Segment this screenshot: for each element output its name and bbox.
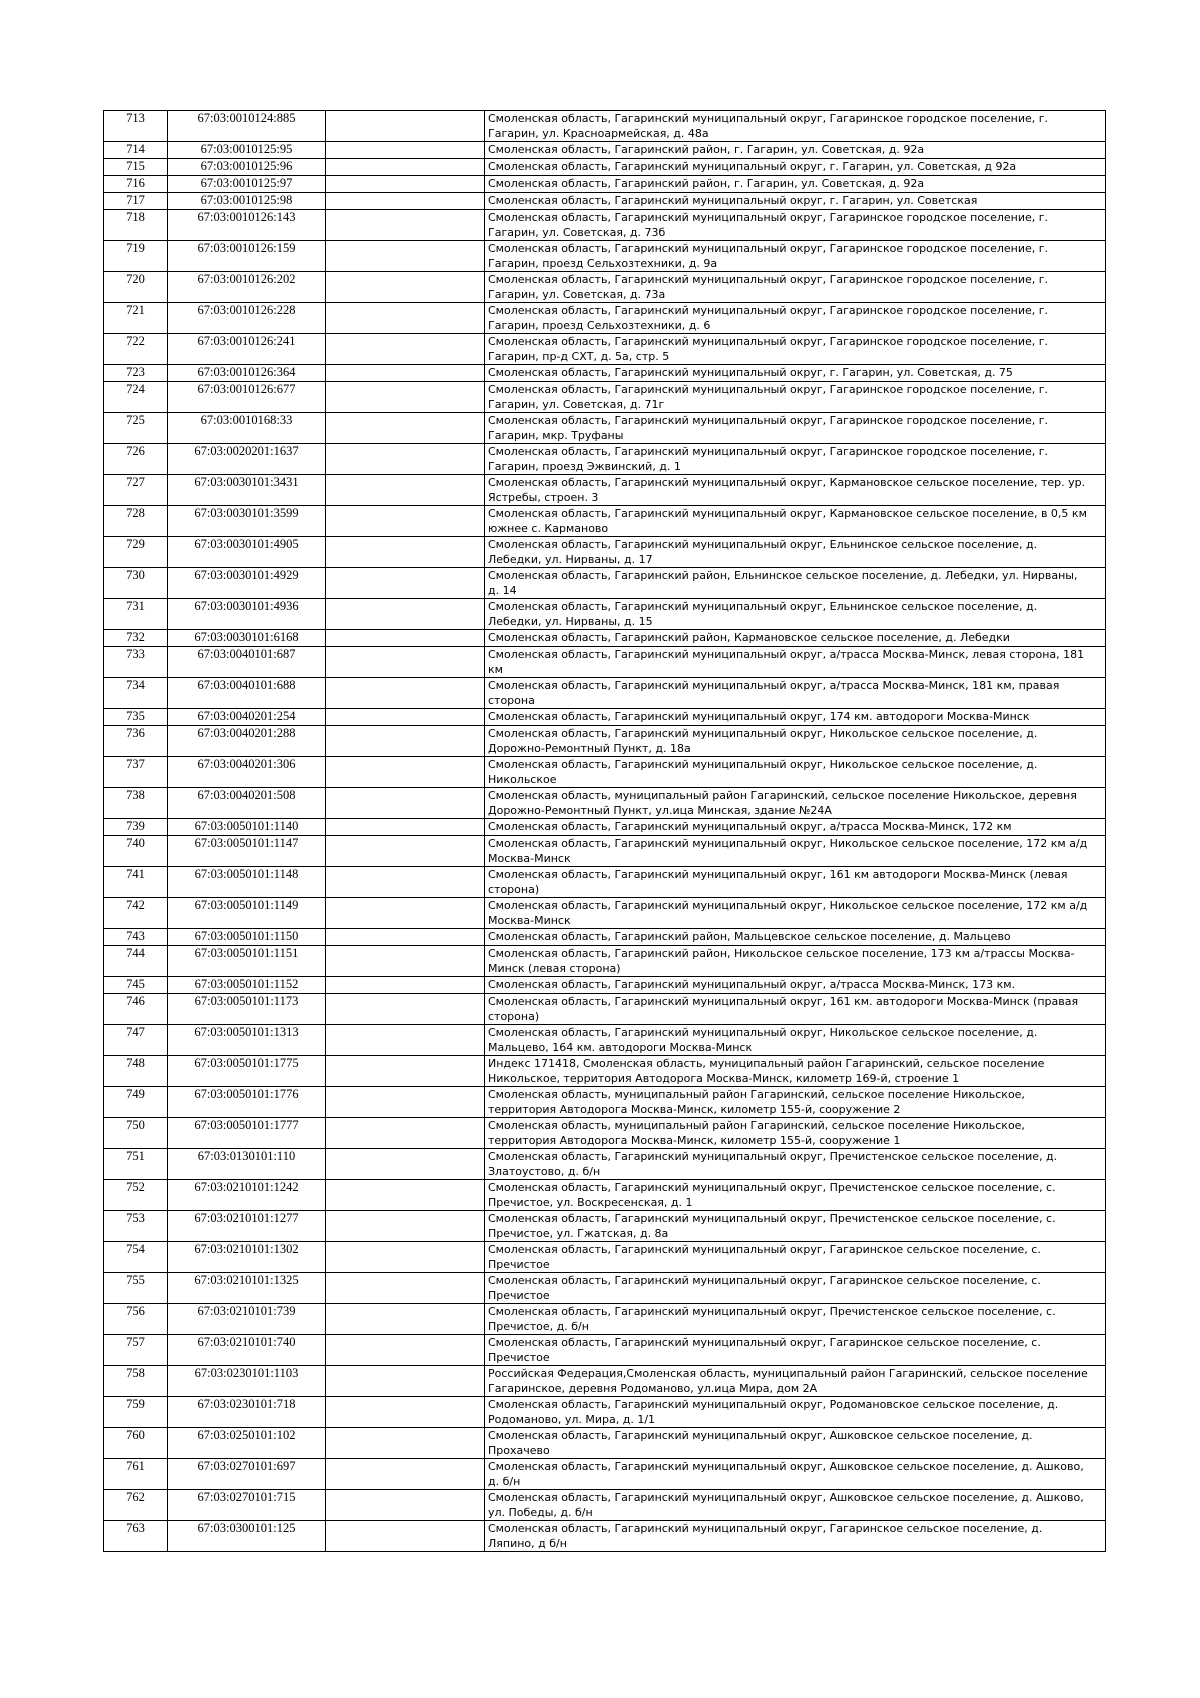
table-row [104, 210, 1106, 241]
empty-cell [326, 444, 485, 475]
row-number-cell: 731 [104, 599, 168, 630]
table-row [104, 1242, 1106, 1273]
row-number-cell: 722 [104, 334, 168, 365]
table-row [104, 709, 1106, 726]
empty-cell [326, 111, 485, 142]
empty-cell [326, 1459, 485, 1490]
address-cell: Смоленская область, муниципальный район Гагаринский, сельское поселение Никольское, территория Автодорога Москва-Минск, километр 155-й, сооружение 1 [485, 1118, 1106, 1149]
empty-cell [326, 1397, 485, 1428]
empty-cell [326, 506, 485, 537]
row-number-cell: 741 [104, 867, 168, 898]
cadastral-number-cell: 67:03:0010125:97 [168, 176, 326, 193]
empty-cell [326, 1304, 485, 1335]
cadastral-number-cell: 67:03:0010125:98 [168, 193, 326, 210]
cadastral-number-cell: 67:03:0030101:4905 [168, 537, 326, 568]
empty-cell [326, 568, 485, 599]
address-cell: Индекс 171418, Смоленская область, муниципальный район Гагаринский, сельское поселение Никольское, территория Автодорога Москва-Минск, километр 169-й, строение 1 [485, 1056, 1106, 1087]
table-row [104, 444, 1106, 475]
row-number-cell: 717 [104, 193, 168, 210]
address-cell: Смоленская область, Гагаринский муниципальный округ, а/трасса Москва-Минск, 173 км. [485, 977, 1106, 994]
row-number-cell: 714 [104, 142, 168, 159]
address-cell: Смоленская область, Гагаринский муниципальный округ, Пречистенское сельское поселение, с. Пречистое, ул. Гжатская, д. 8а [485, 1211, 1106, 1242]
table-row [104, 241, 1106, 272]
cadastral-number-cell: 67:03:0210101:1325 [168, 1273, 326, 1304]
empty-cell [326, 1428, 485, 1459]
cadastral-number-cell: 67:03:0050101:1147 [168, 836, 326, 867]
address-cell: Смоленская область, Гагаринский муниципальный округ, Кармановское сельское поселение, тер. ур. Ястребы, строен. 3 [485, 475, 1106, 506]
empty-cell [326, 159, 485, 176]
cadastral-number-cell: 67:03:0010125:96 [168, 159, 326, 176]
table-row [104, 647, 1106, 678]
cadastral-number-cell: 67:03:0050101:1150 [168, 929, 326, 946]
row-number-cell: 760 [104, 1428, 168, 1459]
cadastral-number-cell: 67:03:0050101:1149 [168, 898, 326, 929]
empty-cell [326, 726, 485, 757]
address-cell: Смоленская область, Гагаринский муниципальный округ, а/трасса Москва-Минск, левая сторона, 181 км [485, 647, 1106, 678]
address-cell: Смоленская область, Гагаринский муниципальный округ, а/трасса Москва-Минск, 172 км [485, 819, 1106, 836]
table-row [104, 413, 1106, 444]
empty-cell [326, 1025, 485, 1056]
empty-cell [326, 1149, 485, 1180]
table-row [104, 977, 1106, 994]
empty-cell [326, 1490, 485, 1521]
table-row [104, 1056, 1106, 1087]
row-number-cell: 757 [104, 1335, 168, 1366]
row-number-cell: 755 [104, 1273, 168, 1304]
address-cell: Смоленская область, муниципальный район Гагаринский, сельское поселение Никольское, деревня Дорожно-Ремонтный Пункт, ул.ица Минская, здание №24А [485, 788, 1106, 819]
row-number-cell: 721 [104, 303, 168, 334]
table-row [104, 898, 1106, 929]
row-number-cell: 732 [104, 630, 168, 647]
address-cell: Смоленская область, Гагаринский муниципальный округ, Гагаринское городское поселение, г. Гагарин, мкр. Труфаны [485, 413, 1106, 444]
row-number-cell: 727 [104, 475, 168, 506]
empty-cell [326, 1211, 485, 1242]
empty-cell [326, 599, 485, 630]
row-number-cell: 716 [104, 176, 168, 193]
address-cell: Смоленская область, Гагаринский район, Ельнинское сельское поселение, д. Лебедки, ул. Нирваны, д. 14 [485, 568, 1106, 599]
cadastral-number-cell: 67:03:0010126:143 [168, 210, 326, 241]
cadastral-number-cell: 67:03:0020201:1637 [168, 444, 326, 475]
empty-cell [326, 413, 485, 444]
table-row [104, 303, 1106, 334]
table-row [104, 365, 1106, 382]
row-number-cell: 750 [104, 1118, 168, 1149]
table-row [104, 1397, 1106, 1428]
cadastral-number-cell: 67:03:0040201:508 [168, 788, 326, 819]
cadastral-number-cell: 67:03:0050101:1151 [168, 946, 326, 977]
address-cell: Смоленская область, Гагаринский район, Кармановское сельское поселение, д. Лебедки [485, 630, 1106, 647]
cadastral-number-cell: 67:03:0040201:288 [168, 726, 326, 757]
property-registry-table [103, 110, 1106, 1552]
empty-cell [326, 1273, 485, 1304]
address-cell: Смоленская область, Гагаринский муниципальный округ, Ашковское сельское поселение, д. Прохачево [485, 1428, 1106, 1459]
address-cell: Смоленская область, Гагаринский муниципальный округ, Гагаринское городское поселение, г. Гагарин, проезд Сельхозтехники, д. 6 [485, 303, 1106, 334]
row-number-cell: 738 [104, 788, 168, 819]
cadastral-number-cell: 67:03:0050101:1148 [168, 867, 326, 898]
table-row [104, 334, 1106, 365]
cadastral-number-cell: 67:03:0030101:6168 [168, 630, 326, 647]
address-cell: Смоленская область, Гагаринский муниципальный округ, Гагаринское сельское поселение, с. Пречистое [485, 1273, 1106, 1304]
cadastral-number-cell: 67:03:0010126:364 [168, 365, 326, 382]
table-row [104, 568, 1106, 599]
empty-cell [326, 241, 485, 272]
empty-cell [326, 1056, 485, 1087]
cadastral-number-cell: 67:03:0050101:1775 [168, 1056, 326, 1087]
cadastral-number-cell: 67:03:0040101:687 [168, 647, 326, 678]
address-cell: Смоленская область, Гагаринский муниципальный округ, Гагаринское городское поселение, г. Гагарин, пр-д СХТ, д. 5а, стр. 5 [485, 334, 1106, 365]
empty-cell [326, 1335, 485, 1366]
empty-cell [326, 630, 485, 647]
cadastral-number-cell: 67:03:0010126:159 [168, 241, 326, 272]
cadastral-number-cell: 67:03:0010168:33 [168, 413, 326, 444]
table-row [104, 1149, 1106, 1180]
address-cell: Смоленская область, Гагаринский муниципальный округ, Ельнинское сельское поселение, д. Лебедки, ул. Нирваны, д. 17 [485, 537, 1106, 568]
cadastral-number-cell: 67:03:0210101:739 [168, 1304, 326, 1335]
address-cell: Смоленская область, Гагаринский район, Никольское сельское поселение, 173 км а/трассы Москва- Минск (левая сторона) [485, 946, 1106, 977]
cadastral-number-cell: 67:03:0250101:102 [168, 1428, 326, 1459]
row-number-cell: 736 [104, 726, 168, 757]
empty-cell [326, 272, 485, 303]
empty-cell [326, 537, 485, 568]
table-row [104, 475, 1106, 506]
address-cell: Смоленская область, Гагаринский район, г. Гагарин, ул. Советская, д. 92а [485, 176, 1106, 193]
table-row [104, 272, 1106, 303]
empty-cell [326, 1242, 485, 1273]
cadastral-number-cell: 67:03:0030101:4929 [168, 568, 326, 599]
cadastral-number-cell: 67:03:0010126:677 [168, 382, 326, 413]
row-number-cell: 715 [104, 159, 168, 176]
cadastral-number-cell: 67:03:0030101:4936 [168, 599, 326, 630]
cadastral-number-cell: 67:03:0210101:1242 [168, 1180, 326, 1211]
row-number-cell: 747 [104, 1025, 168, 1056]
row-number-cell: 733 [104, 647, 168, 678]
empty-cell [326, 382, 485, 413]
address-cell: Смоленская область, Гагаринский муниципальный округ, Никольское сельское поселение, 172 км а/д Москва-Минск [485, 836, 1106, 867]
table-row [104, 994, 1106, 1025]
address-cell: Смоленская область, Гагаринский муниципальный округ, Родомановское сельское поселение, д. Родоманово, ул. Мира, д. 1/1 [485, 1397, 1106, 1428]
cadastral-number-cell: 67:03:0270101:697 [168, 1459, 326, 1490]
row-number-cell: 713 [104, 111, 168, 142]
empty-cell [326, 994, 485, 1025]
row-number-cell: 758 [104, 1366, 168, 1397]
table-row [104, 836, 1106, 867]
address-cell: Смоленская область, Гагаринский муниципальный округ, г. Гагарин, ул. Советская [485, 193, 1106, 210]
address-cell: Смоленская область, Гагаринский муниципальный округ, Гагаринское сельское поселение, с. Пречистое [485, 1242, 1106, 1273]
table-row [104, 176, 1106, 193]
table-row [104, 1428, 1106, 1459]
address-cell: Смоленская область, Гагаринский муниципальный округ, Гагаринское городское поселение, г. Гагарин, проезд Эжвинский, д. 1 [485, 444, 1106, 475]
row-number-cell: 725 [104, 413, 168, 444]
cadastral-number-cell: 67:03:0010126:202 [168, 272, 326, 303]
address-cell: Смоленская область, Гагаринский муниципальный округ, 161 км. автодороги Москва-Минск (правая сторона) [485, 994, 1106, 1025]
address-cell: Смоленская область, Гагаринский муниципальный округ, Никольское сельское поселение, 172 км а/д Москва-Минск [485, 898, 1106, 929]
address-cell: Смоленская область, Гагаринский муниципальный округ, Гагаринское городское поселение, г. Гагарин, ул. Советская, д. 73б [485, 210, 1106, 241]
address-cell: Смоленская область, Гагаринский район, Мальцевское сельское поселение, д. Мальцево [485, 929, 1106, 946]
table-row [104, 382, 1106, 413]
empty-cell [326, 898, 485, 929]
table-row [104, 1025, 1106, 1056]
table-row [104, 1211, 1106, 1242]
table-row [104, 929, 1106, 946]
address-cell: Смоленская область, Гагаринский муниципальный округ, Ашковское сельское поселение, д. Ашково, ул. Победы, д. б/н [485, 1490, 1106, 1521]
table-row [104, 867, 1106, 898]
address-cell: Смоленская область, Гагаринский район, г. Гагарин, ул. Советская, д. 92а [485, 142, 1106, 159]
empty-cell [326, 929, 485, 946]
table-row [104, 946, 1106, 977]
table-row [104, 159, 1106, 176]
empty-cell [326, 193, 485, 210]
row-number-cell: 734 [104, 678, 168, 709]
row-number-cell: 726 [104, 444, 168, 475]
row-number-cell: 728 [104, 506, 168, 537]
cadastral-number-cell: 67:03:0030101:3599 [168, 506, 326, 537]
empty-cell [326, 142, 485, 159]
cadastral-number-cell: 67:03:0050101:1776 [168, 1087, 326, 1118]
table-row [104, 1180, 1106, 1211]
cadastral-number-cell: 67:03:0230101:1103 [168, 1366, 326, 1397]
registry-table-body [104, 111, 1106, 1552]
table-row [104, 506, 1106, 537]
address-cell: Смоленская область, Гагаринский муниципальный округ, Пречистенское сельское поселение, с. Пречистое, д. б/н [485, 1304, 1106, 1335]
cadastral-number-cell: 67:03:0040201:306 [168, 757, 326, 788]
row-number-cell: 763 [104, 1521, 168, 1552]
table-row [104, 111, 1106, 142]
row-number-cell: 761 [104, 1459, 168, 1490]
table-row [104, 1366, 1106, 1397]
empty-cell [326, 1366, 485, 1397]
empty-cell [326, 303, 485, 334]
cadastral-number-cell: 67:03:0040201:254 [168, 709, 326, 726]
row-number-cell: 756 [104, 1304, 168, 1335]
empty-cell [326, 788, 485, 819]
table-row [104, 1521, 1106, 1552]
row-number-cell: 742 [104, 898, 168, 929]
row-number-cell: 729 [104, 537, 168, 568]
empty-cell [326, 819, 485, 836]
empty-cell [326, 176, 485, 193]
cadastral-number-cell: 67:03:0040101:688 [168, 678, 326, 709]
cadastral-number-cell: 67:03:0010126:241 [168, 334, 326, 365]
row-number-cell: 754 [104, 1242, 168, 1273]
cadastral-number-cell: 67:03:0210101:1302 [168, 1242, 326, 1273]
empty-cell [326, 678, 485, 709]
address-cell: Смоленская область, Гагаринский муниципальный округ, Гагаринское сельское поселение, д. Ляпино, д б/н [485, 1521, 1106, 1552]
address-cell: Смоленская область, Гагаринский муниципальный округ, Гагаринское городское поселение, г. Гагарин, ул. Красноармейская, д. 48а [485, 111, 1106, 142]
table-row [104, 142, 1106, 159]
cadastral-number-cell: 67:03:0210101:1277 [168, 1211, 326, 1242]
cadastral-number-cell: 67:03:0210101:740 [168, 1335, 326, 1366]
address-cell: Смоленская область, Гагаринский муниципальный округ, Никольское сельское поселение, д. Дорожно-Ремонтный Пункт, д. 18а [485, 726, 1106, 757]
address-cell: Смоленская область, Гагаринский муниципальный округ, 161 км автодороги Москва-Минск (левая сторона) [485, 867, 1106, 898]
empty-cell [326, 1118, 485, 1149]
address-cell: Смоленская область, Гагаринский муниципальный округ, Пречистенское сельское поселение, с. Пречистое, ул. Воскресенская, д. 1 [485, 1180, 1106, 1211]
row-number-cell: 759 [104, 1397, 168, 1428]
table-row [104, 193, 1106, 210]
table-row [104, 1304, 1106, 1335]
table-row [104, 726, 1106, 757]
cadastral-number-cell: 67:03:0230101:718 [168, 1397, 326, 1428]
table-row [104, 1118, 1106, 1149]
row-number-cell: 752 [104, 1180, 168, 1211]
empty-cell [326, 867, 485, 898]
table-row [104, 537, 1106, 568]
empty-cell [326, 365, 485, 382]
cadastral-number-cell: 67:03:0130101:110 [168, 1149, 326, 1180]
address-cell: Смоленская область, Гагаринский муниципальный округ, г. Гагарин, ул. Советская, д. 75 [485, 365, 1106, 382]
row-number-cell: 753 [104, 1211, 168, 1242]
row-number-cell: 719 [104, 241, 168, 272]
address-cell: Смоленская область, Гагаринский муниципальный округ, Никольское сельское поселение, д. Мальцево, 164 км. автодороги Москва-Минск [485, 1025, 1106, 1056]
table-row [104, 1335, 1106, 1366]
cadastral-number-cell: 67:03:0010126:228 [168, 303, 326, 334]
row-number-cell: 730 [104, 568, 168, 599]
row-number-cell: 743 [104, 929, 168, 946]
table-row [104, 1490, 1106, 1521]
table-row [104, 788, 1106, 819]
address-cell: Смоленская область, Гагаринский муниципальный округ, Гагаринское сельское поселение, с. Пречистое [485, 1335, 1106, 1366]
cadastral-number-cell: 67:03:0300101:125 [168, 1521, 326, 1552]
row-number-cell: 718 [104, 210, 168, 241]
address-cell: Смоленская область, Гагаринский муниципальный округ, Ашковское сельское поселение, д. Ашково, д. б/н [485, 1459, 1106, 1490]
cadastral-number-cell: 67:03:0270101:715 [168, 1490, 326, 1521]
cadastral-number-cell: 67:03:0050101:1777 [168, 1118, 326, 1149]
table-row [104, 757, 1106, 788]
row-number-cell: 740 [104, 836, 168, 867]
empty-cell [326, 709, 485, 726]
table-row [104, 1459, 1106, 1490]
row-number-cell: 746 [104, 994, 168, 1025]
address-cell: Смоленская область, Гагаринский муниципальный округ, Ельнинское сельское поселение, д. Лебедки, ул. Нирваны, д. 15 [485, 599, 1106, 630]
cadastral-number-cell: 67:03:0010125:95 [168, 142, 326, 159]
table-row [104, 630, 1106, 647]
empty-cell [326, 1521, 485, 1552]
empty-cell [326, 757, 485, 788]
empty-cell [326, 475, 485, 506]
table-row [104, 1087, 1106, 1118]
empty-cell [326, 1180, 485, 1211]
cadastral-number-cell: 67:03:0050101:1313 [168, 1025, 326, 1056]
table-row [104, 599, 1106, 630]
table-row [104, 1273, 1106, 1304]
row-number-cell: 749 [104, 1087, 168, 1118]
cadastral-number-cell: 67:03:0050101:1152 [168, 977, 326, 994]
table-row [104, 678, 1106, 709]
address-cell: Смоленская область, Гагаринский муниципальный округ, Никольское сельское поселение, д. Никольское [485, 757, 1106, 788]
row-number-cell: 723 [104, 365, 168, 382]
row-number-cell: 745 [104, 977, 168, 994]
row-number-cell: 744 [104, 946, 168, 977]
row-number-cell: 739 [104, 819, 168, 836]
address-cell: Смоленская область, Гагаринский муниципальный округ, г. Гагарин, ул. Советская, д 92а [485, 159, 1106, 176]
address-cell: Смоленская область, Гагаринский муниципальный округ, Кармановское сельское поселение, в 0,5 км южнее с. Карманово [485, 506, 1106, 537]
cadastral-number-cell: 67:03:0050101:1173 [168, 994, 326, 1025]
address-cell: Смоленская область, Гагаринский муниципальный округ, Гагаринское городское поселение, г. Гагарин, ул. Советская, д. 71г [485, 382, 1106, 413]
cadastral-number-cell: 67:03:0010124:885 [168, 111, 326, 142]
row-number-cell: 720 [104, 272, 168, 303]
address-cell: Смоленская область, Гагаринский муниципальный округ, 174 км. автодороги Москва-Минск [485, 709, 1106, 726]
row-number-cell: 735 [104, 709, 168, 726]
empty-cell [326, 946, 485, 977]
table-row [104, 819, 1106, 836]
row-number-cell: 748 [104, 1056, 168, 1087]
empty-cell [326, 647, 485, 678]
row-number-cell: 751 [104, 1149, 168, 1180]
row-number-cell: 724 [104, 382, 168, 413]
row-number-cell: 762 [104, 1490, 168, 1521]
address-cell: Смоленская область, муниципальный район Гагаринский, сельское поселение Никольское, территория Автодорога Москва-Минск, километр 155-й, сооружение 2 [485, 1087, 1106, 1118]
empty-cell [326, 977, 485, 994]
cadastral-number-cell: 67:03:0050101:1140 [168, 819, 326, 836]
row-number-cell: 737 [104, 757, 168, 788]
empty-cell [326, 210, 485, 241]
address-cell: Смоленская область, Гагаринский муниципальный округ, а/трасса Москва-Минск, 181 км, правая сторона [485, 678, 1106, 709]
cadastral-number-cell: 67:03:0030101:3431 [168, 475, 326, 506]
address-cell: Смоленская область, Гагаринский муниципальный округ, Пречистенское сельское поселение, д. Златоустово, д. б/н [485, 1149, 1106, 1180]
address-cell: Смоленская область, Гагаринский муниципальный округ, Гагаринское городское поселение, г. Гагарин, ул. Советская, д. 73а [485, 272, 1106, 303]
address-cell: Российская Федерация,Смоленская область, муниципальный район Гагаринский, сельское поселение Гагаринское, деревня Родоманово, ул.ица Мира, дом 2А [485, 1366, 1106, 1397]
empty-cell [326, 334, 485, 365]
empty-cell [326, 836, 485, 867]
empty-cell [326, 1087, 485, 1118]
address-cell: Смоленская область, Гагаринский муниципальный округ, Гагаринское городское поселение, г. Гагарин, проезд Сельхозтехники, д. 9а [485, 241, 1106, 272]
